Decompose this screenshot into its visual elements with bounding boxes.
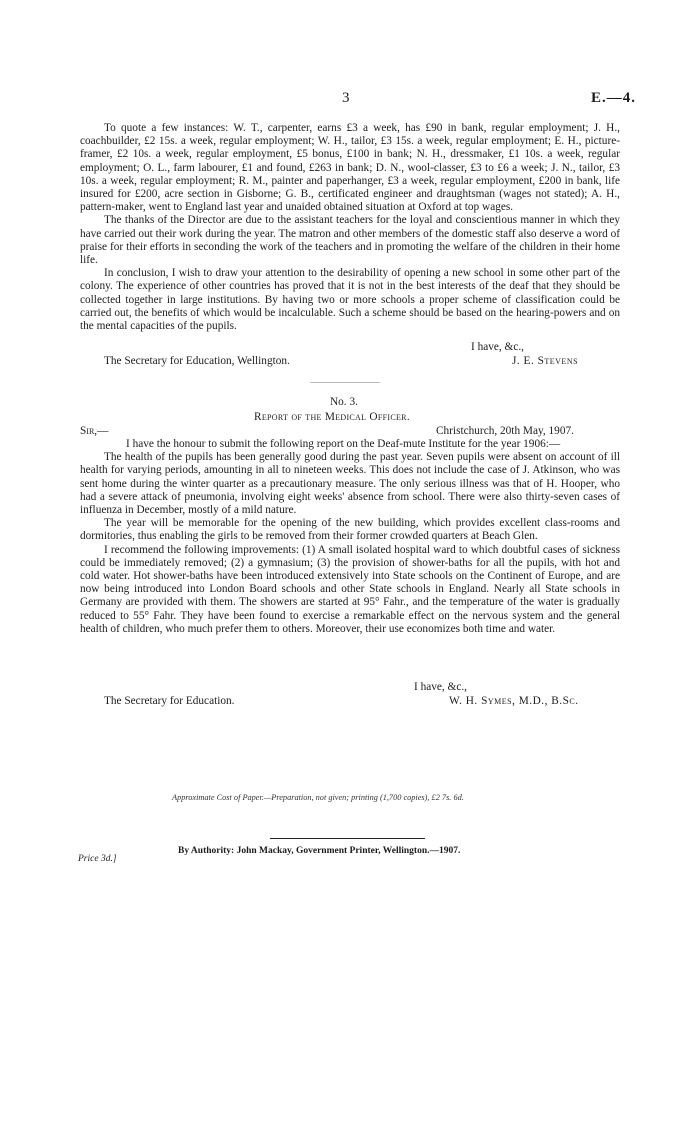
page-number: 3	[342, 90, 350, 106]
section-divider	[310, 382, 380, 383]
closing: I have, &c.,	[471, 341, 525, 353]
closing: I have, &c.,	[414, 681, 468, 693]
salutation: Sir,—	[80, 425, 109, 437]
paragraph: The year will be memorable for the opening of the new building, which provides excellent class-rooms and dormitories, thus enabling the girls to be removed from their former crowded quarters at Beach Glen.	[80, 517, 620, 543]
letter-body	[80, 122, 620, 333]
cost-note: Approximate Cost of Paper.—Preparation, not given; printing (1,700 copies), £2 7s. 6d.	[172, 793, 464, 802]
addressee: The Secretary for Education, Wellington.	[104, 355, 290, 367]
paragraph: I recommend the following improvements: (1) A small isolated hospital ward to which doubtful cases of sickness could be immediately removed; (2) a gymnasium; (3) the provision of shower-baths for all the pupils, with hot and cold water. Hot shower-baths have been introduced extensively into State schools on the Continent of Europe, and are now being introduced into London Board schools and other State schools in England. Nearly all State schools in Germany are provided with them. The showers are started at 95° Fahr., and the temperature of the water is gradually reduced to 55° Fahr. They have been found to exercise a remarkable effect on the nervous system and the general health of children, who much prefer them to others. Moreover, their use economizes both time and water.	[80, 543, 620, 635]
report-body	[80, 438, 620, 636]
paragraph: To quote a few instances: W. T., carpenter, earns £3 a week, has £90 in bank, regular employment; J. H., coachbuilder, £2 15s. a week, regular employment; W. H., tailor, £3 15s. a week, regular employment; E. H., picture-framer, £2 10s. a week, regular employment, £5 bonus, £100 in bank; N. H., dressmaker, £1 10s. a week, regular employment; O. L., farm labourer, £1 and found, £263 in bank; D. N., wool-classer, £3 to £6 a week; J. N., tailor, £3 10s. a week, regular employment; R. M., painter and paperhanger, £3 a week, regular employment, £200 in bank, life insured for £200, acre section in Gisborne; G. B., certificated engineer and draughtsman (wages not stated); A. H., pattern-maker, went to England last year and unaided obtained situation at Oxford at top wages.	[80, 122, 620, 214]
paragraph: I have the honour to submit the following report on the Deaf-mute Institute for the year 1906:—	[126, 438, 561, 450]
report-title: Report of the Medical Officer.	[254, 411, 410, 423]
price: Price 3d.]	[78, 854, 117, 864]
document-reference: E.—4.	[591, 90, 637, 106]
signature: J. E. Stevens	[512, 355, 579, 367]
report-number: No. 3.	[330, 396, 358, 408]
paragraph: The health of the pupils has been generally good during the past year. Seven pupils were absent on account of ill health for varying periods, amounting in all to nineteen weeks. This does not include the case of J. Atkinson, who was sent home during the winter quarter as a precautionary measure. The only serious illness was that of H. Hooper, who had a severe attack of pneumonia, involving eight weeks' absence from school. There were also thirty-seven cases of influenza in December, mostly of a mild nature.	[80, 451, 620, 517]
place-date: Christchurch, 20th May, 1907.	[436, 425, 574, 437]
paragraph: In conclusion, I wish to draw your attention to the desirability of opening a new school in some other part of the colony. The experience of other countries has proved that it is not in the best interests of the deaf that they should be collected together in large institutions. By having two or more schools a proper scheme of classification could be carried out, the benefits of which would be incalculable. Such a scheme should be based on the hearing-powers and on the mental capacities of the pupils.	[80, 267, 620, 333]
addressee: The Secretary for Education.	[104, 695, 235, 707]
paragraph: The thanks of the Director are due to the assistant teachers for the loyal and conscientious manner in which they have carried out their work during the year. The matron and other members of the domestic staff also deserve a word of praise for their efforts in seconding the work of the teachers and in promoting the welfare of the children in their home life.	[80, 214, 620, 267]
signature: W. H. Symes, M.D., B.Sc.	[449, 695, 579, 707]
printer-authority: By Authority: John Mackay, Government Printer, Wellington.—1907.	[178, 846, 461, 856]
footer-rule	[270, 838, 425, 839]
